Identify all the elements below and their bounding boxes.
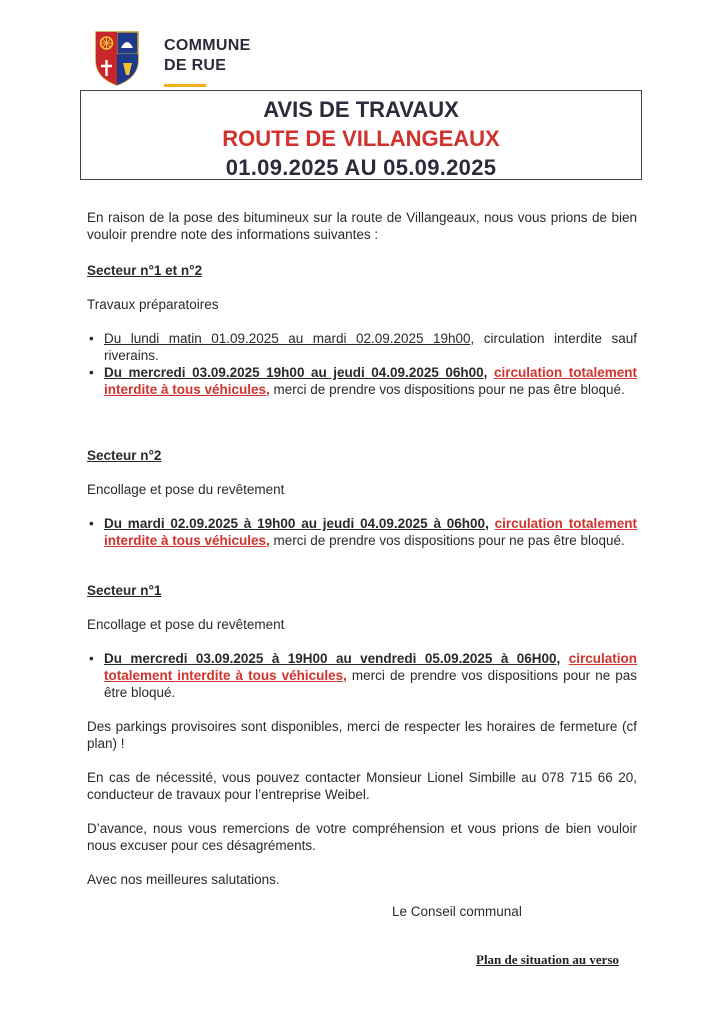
commune-line-1: COMMUNE xyxy=(164,37,251,54)
title-dates: 01.09.2025 AU 05.09.2025 xyxy=(225,155,497,180)
commune-line-2: DE RUE xyxy=(164,57,227,74)
section3-bullet xyxy=(104,650,637,701)
accent-bar xyxy=(164,84,206,87)
title-notice: AVIS DE TRAVAUX xyxy=(263,97,459,122)
section2-heading: Secteur n°2 xyxy=(87,448,162,463)
section1-bullet-2-period: Du mercredi 03.09.2025 19h00 au jeudi 04.09.2025 06h00, xyxy=(104,365,488,380)
section1-bullet-2-text: merci de prendre vos dispositions pour ne pas être bloqué. xyxy=(269,382,625,397)
closing-line: Avec nos meilleures salutations. xyxy=(87,872,280,887)
section3-heading: Secteur n°1 xyxy=(87,583,162,598)
section1-bullet-1 xyxy=(104,330,637,364)
section3-bullet-period: Du mercredi 03.09.2025 à 19H00 au vendredi 05.09.2025 à 06H00, xyxy=(104,651,561,666)
section1-bullet-2-warning: circulation totalement interdite à tous véhicules, xyxy=(104,365,637,397)
title-box xyxy=(80,90,642,180)
section1-bullet-1-period: Du lundi matin 01.09.2025 au mardi 02.09.2025 19h00 xyxy=(104,331,471,346)
title-road: ROUTE DE VILLANGEAUX xyxy=(222,126,500,151)
section3-bullet-warning: circulation totalement interdite à tous véhicules, xyxy=(104,651,637,683)
commune-name xyxy=(164,36,251,76)
contact-paragraph: En cas de nécessité, vous pouvez contacter Monsieur Lionel Simbille au 078 715 66 20, conducteur de travaux pour l’entreprise Weibel. xyxy=(87,770,637,802)
verso-note: Plan de situation au verso xyxy=(476,952,620,967)
parking-paragraph: Des parkings provisoires sont disponibles, merci de respecter les horaires de fermeture (cf plan) ! xyxy=(87,719,637,751)
coat-of-arms-icon xyxy=(94,30,140,86)
section2-bullet-period: Du mardi 02.09.2025 à 19h00 au jeudi 04.09.2025 à 06h00, xyxy=(104,516,489,531)
section1-bullet-1-text: , circulation interdite sauf riverains. xyxy=(104,331,637,363)
section2-bullet-text: merci de prendre vos dispositions pour ne pas être bloqué. xyxy=(269,533,625,548)
section2-bullet xyxy=(104,515,637,549)
section3-subtitle: Encollage et pose du revêtement xyxy=(87,617,285,632)
commune-header xyxy=(94,30,294,90)
section1-subtitle: Travaux préparatoires xyxy=(87,297,219,312)
thanks-paragraph: D’avance, nous vous remercions de votre compréhension et vous prions de bien vouloir nous excuser pour ces désagréments. xyxy=(87,821,637,853)
intro-paragraph: En raison de la pose des bitumineux sur la route de Villangeaux, nous vous prions de bien vouloir prendre note des informations suivantes : xyxy=(87,210,637,242)
section3-bullet-text: merci de prendre vos dispositions pour ne pas être bloqué. xyxy=(104,668,637,700)
section1-heading: Secteur n°1 et n°2 xyxy=(87,263,203,278)
section1-bullet-2 xyxy=(104,364,637,398)
signature: Le Conseil communal xyxy=(392,904,522,919)
section2-subtitle: Encollage et pose du revêtement xyxy=(87,482,285,497)
section2-bullet-warning: circulation totalement interdite à tous véhicules, xyxy=(104,516,637,548)
